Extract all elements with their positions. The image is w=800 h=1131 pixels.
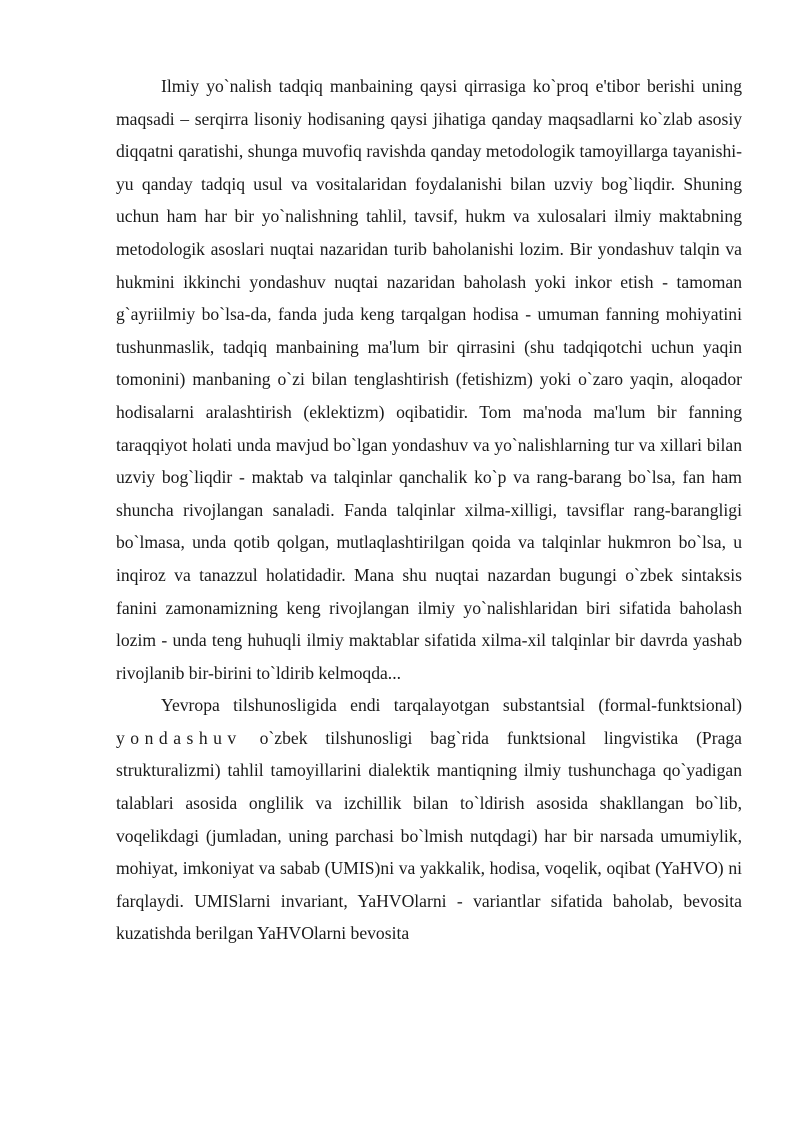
paragraph-2-rest: o`zbek tilshunosligi bag`rida funktsional lingvistika (Praga strukturalizmi) tahlil tamoyillarini dialektik mantiqning ilmiy tushunchaga qo`yadigan talablari asosida onglilik va izchillik bilan to`ldirish asosida shakllangan bo`lib, voqelikdagi (jumladan, uning parchasi bo`lmish nutqdagi) har bir narsada umumiylik, mohiyat, imkoniyat va sabab (UMIS)ni va yakkalik, hodisa, voqelik, oqibat (YaHVO) ni farqlaydi. UMISlarni invariant, YaHVOlarni - variantlar sifatida baholab, bevosita kuzatishda berilgan YaHVOlarni bevosita <box>116 727 742 944</box>
paragraph-2 <box>116 689 742 950</box>
paragraph-2-start: Yevropa tilshunosligida endi tarqalayotgan substantsial (formal-funktsional) <box>161 695 742 716</box>
document-page <box>116 70 742 950</box>
paragraph-2-spaced-word: yondashuv <box>116 727 242 748</box>
paragraph-1: Ilmiy yo`nalish tadqiq manbaining qaysi qirrasiga ko`proq e'tibor berishi uning maqsadi – serqirra lisoniy hodisaning qaysi jihatiga qanday maqsadlarni ko`zlab asosiy diqqatni qaratishi, shunga muvofiq ravishda qanday metodologik tamoyillarga tayanishi-yu qanday tadqiq usul va vositalaridan foydalanishi bilan uzviy bog`liqdir. Shuning uchun ham har bir yo`nalishning tahlil, tavsif, hukm va xulosalari ilmiy maktabning metodologik asoslari nuqtai nazaridan turib baholanishi lozim. Bir yondashuv talqin va hukmini ikkinchi yondashuv nuqtai nazaridan baholash yoki inkor etish - tamoman g`ayriilmiy bo`lsa-da, fanda juda keng tarqalgan hodisa - umuman fanning mohiyatini tushunmaslik, tadqiq manbaining ma'lum bir qirrasini (shu tadqiqotchi uchun yaqin tomonini) manbaning o`zi bilan tenglashtirish (fetishizm) yoki o`zaro yaqin, aloqador hodisalarni aralashtirish (eklektizm) oqibatidir. Tom ma'noda ma'lum bir fanning taraqqiyot holati unda mavjud bo`lgan yondashuv va yo`nalishlarning tur va xillari bilan uzviy bog`liqdir - maktab va talqinlar qanchalik ko`p va rang-barang bo`lsa, fan ham shuncha rivojlangan sanaladi. Fanda talqinlar xilma-xilligi, tavsiflar rang-barangligi bo`lmasa, unda qotib qolgan, mutlaqlashtirilgan qoida va talqinlar hukmron bo`lsa, u inqiroz va tanazzul holatidadir. Mana shu nuqtai nazardan bugungi o`zbek sintaksis fanini zamonamizning keng rivojlangan ilmiy yo`nalishlaridan biri sifatida baholash lozim - unda teng huhuqli ilmiy maktablar sifatida xilma-xil talqinlar bir davrda yashab rivojlanib bir-birini to`ldirib kelmoqda... <box>116 76 742 683</box>
